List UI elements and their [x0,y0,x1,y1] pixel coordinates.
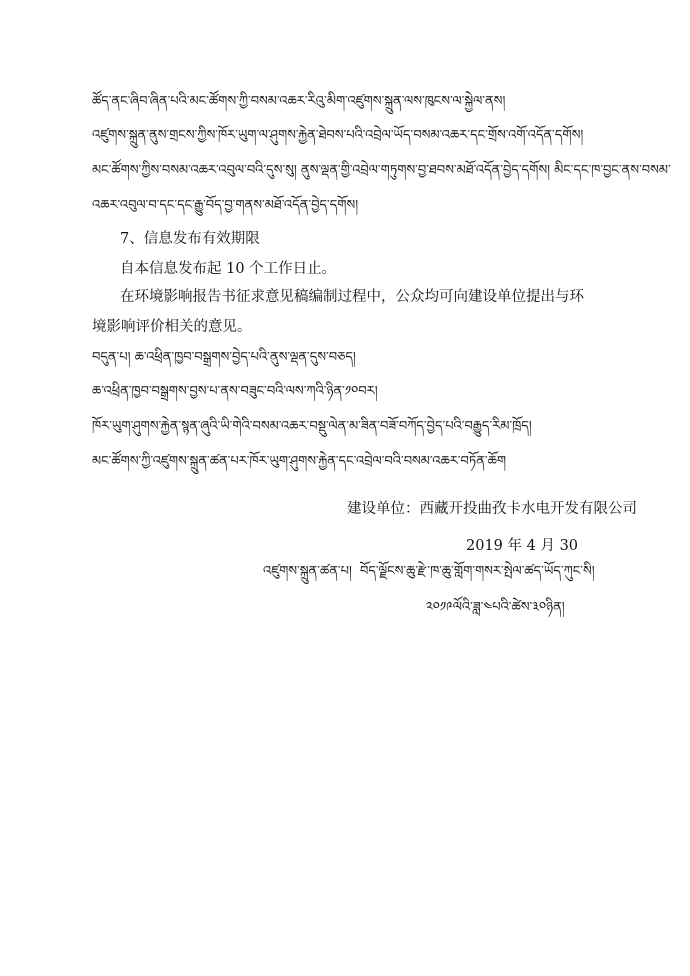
tibetan-paragraph-line-2: འཛུགས་སྐྲུན་ནུས་གྲངས་ཀྱིས་ཁོར་ཡུག་ལ་ཤུགས་རྐྱེན་ཐེབས་པའི་འབྲེལ་ཡོད་བསམ་འཆར་དང་གྲོས་འགོ་འདོན་དགོས། [92,128,584,143]
tibetan-paragraph-line-1: ཚོད་ནང་ཞིབ་ཞིན་པའི་མང་ཚོགས་ཀྱི་བསམ་འཆར་རིའུ་མིག་འཛུགས་སྐྲུན་ལས་ཁུངས་ལ་སྐྱེལ་ནས། [92,94,506,109]
tibetan-company-name: བོད་ལྗོངས་ཆུ་རྫེ་ཁ་ཆུ་གློག་གསར་སྤེལ་ཚད་ཡོད་ཀུང་སི། [360,564,595,579]
tibetan-date: ༢༠༡༩ལོའི་ཟླ་༤པའི་ཚེས་༣༠ཉིན། [426,600,565,615]
paragraph-text: 在环境影响报告书征求意见稿编制过程中，公众均可向建设单位提出与环境影响评价相关的意见。 [92,289,584,335]
section-title: 7、信息发布有效期限 [120,231,260,247]
tibetan-paragraph-line-3: མང་ཚོགས་ཀྱིས་བསམ་འཆར་འབུལ་བའི་དུས་སུ། ནུས་ལྡན་གྱི་འབྲེལ་གཏུགས་བྱ་ཐབས་མཐོ་འདོན་བྱེད་དགོས། མིང་དང་ཁ་བྱང་ནས་བསམ་ [92,163,671,178]
tibetan-company-prefix: འཛུགས་སྐྲུན་ཚན་པ། [263,564,352,579]
tibetan-line-5: བདུན་པ། ཆ་འཕྲིན་ཁྱབ་བསྒྲགས་བྱེད་པའི་ནུས་ལྡན་དུས་བཅད། [92,350,356,365]
company-label: 建设单位：西藏开投曲孜卡水电开发有限公司 [347,501,637,517]
date-label: 2019 年 4 月 30 [466,538,579,554]
tibetan-line-7: ཁོར་ཡུག་ཤུགས་རྐྱེན་སྙན་ཞུའི་ཡི་གེའི་བསམ་འཆར་བསྡུ་ལེན་མ་ཟིན་བཟོ་བཀོད་བྱེད་པའི་བརྒྱུད་རིམ་ཁྲོད། [92,419,532,434]
tibetan-line-6: ཆ་འཕྲིན་ཁྱབ་བསྒྲགས་བྱས་པ་ནས་བཟུང་བའི་ལས་ཀའི་ཉིན་༡༠བར། [92,384,378,399]
validity-text: 自本信息发布起 10 个工作日止。 [120,261,337,277]
tibetan-paragraph-line-4: འཆར་འབུལ་བ་དང་དང་རྒྱུ་བོད་བྱ་གནས་མཐོ་འདོན་བྱེད་དགོས། [92,198,359,213]
tibetan-line-8: མང་ཚོགས་ཀྱི་འཛུགས་སྐྲུན་ཚན་པར་ཁོར་ཡུག་ཤུགས་རྐྱེན་དང་འབྲེལ་བའི་བསམ་འཆར་བཏོན་ཆོག [92,454,507,469]
